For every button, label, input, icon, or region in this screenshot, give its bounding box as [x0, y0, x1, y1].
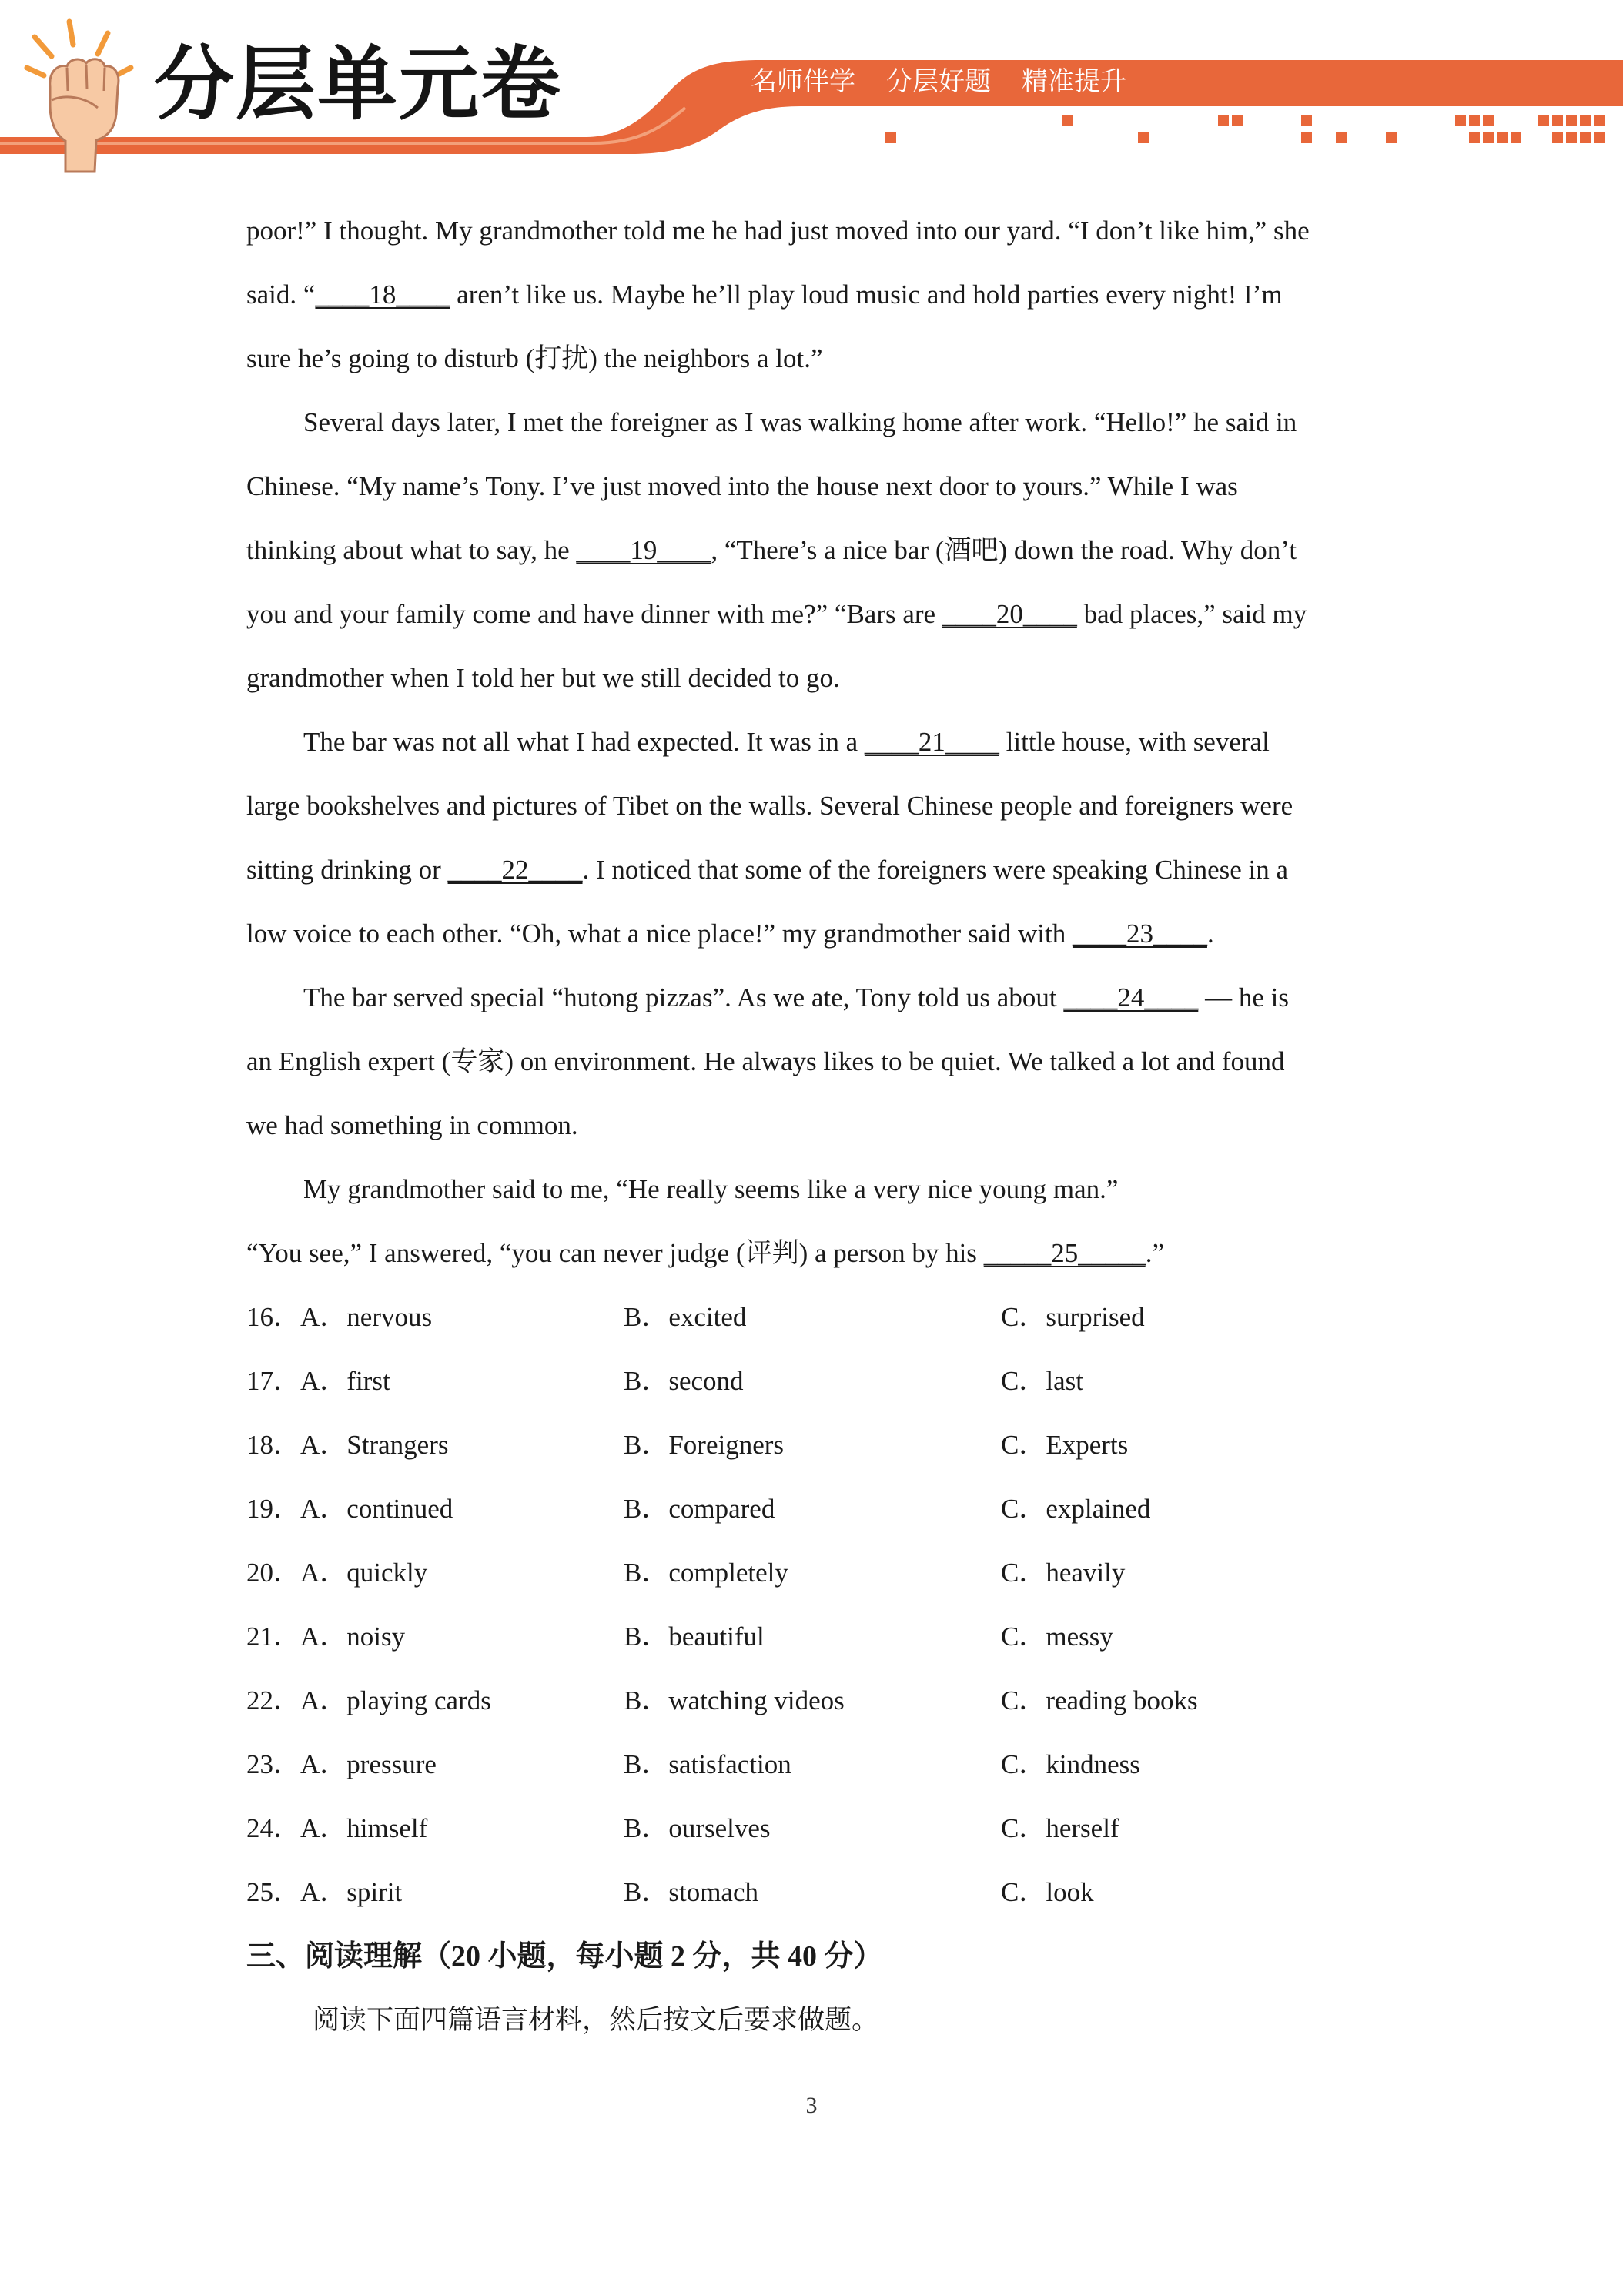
option-c: C．look — [1001, 1877, 1094, 1907]
question-number: 16． — [246, 1302, 301, 1332]
question-number: 23． — [246, 1749, 301, 1779]
passage-text: little house, with several — [999, 727, 1270, 757]
question-row — [246, 1672, 1378, 1735]
slogan-item: 名师伴学 — [751, 65, 855, 97]
passage-line — [246, 713, 1378, 777]
option-b: B．beautiful — [624, 1622, 765, 1652]
option-c: C．Experts — [1001, 1430, 1129, 1460]
slogan-item: 分层好题 — [886, 65, 991, 97]
passage-line — [246, 585, 1378, 649]
page-number: 3 — [805, 2093, 818, 2118]
option-a-text: A．Strangers — [300, 1430, 449, 1460]
passage-text: we had something in common. — [246, 1110, 578, 1140]
passage-line — [246, 905, 1378, 969]
option-c: C．herself — [1001, 1813, 1119, 1843]
passage-text: an English expert (专家) on environment. He always likes to be quiet. We talked a lot and found — [246, 1046, 1285, 1076]
passage-text: , “There’s a nice bar (酒吧) down the road. Why don’t — [711, 535, 1297, 565]
option-a-text: A．first — [300, 1366, 390, 1396]
passage-line — [246, 649, 1378, 713]
passage-line — [246, 969, 1378, 1033]
cloze-passage — [246, 202, 1378, 1288]
question-number: 25． — [246, 1877, 301, 1907]
option-a-text: A．playing cards — [300, 1685, 491, 1715]
passage-text: aren’t like us. Maybe he’ll play loud music and hold parties every night! I’m — [450, 279, 1283, 310]
passage-text: large bookshelves and pictures of Tibet on the walls. Several Chinese people and foreigners were — [246, 791, 1293, 821]
option-c: C．messy — [1001, 1622, 1113, 1652]
question-number: 22． — [246, 1685, 301, 1715]
answer-blank: ____19____ — [576, 535, 711, 565]
question-row — [246, 1544, 1378, 1608]
option-b: B．satisfaction — [624, 1749, 791, 1779]
question-row — [246, 1480, 1378, 1544]
option-a-text: A．pressure — [300, 1749, 437, 1779]
answer-blank: ____18____ — [315, 279, 450, 310]
passage-text: said. “ — [246, 279, 316, 310]
option-a — [246, 1799, 624, 1863]
answer-blank: ____21____ — [864, 727, 999, 757]
passage-text: The bar served special “hutong pizzas”. As we ate, Tony told us about — [303, 982, 1064, 1012]
passage-line — [246, 1160, 1378, 1224]
option-b: B．ourselves — [624, 1813, 771, 1843]
option-a-text: A．nervous — [300, 1302, 433, 1332]
answer-blank: ____23____ — [1072, 919, 1207, 949]
option-a — [246, 1480, 624, 1544]
passage-text: The bar was not all what I had expected. It was in a — [303, 727, 865, 757]
header-slogans — [751, 59, 1126, 99]
question-row — [246, 1288, 1378, 1352]
option-b: B．excited — [624, 1302, 747, 1332]
option-c: C．surprised — [1001, 1302, 1145, 1332]
slogan-item: 精准提升 — [1022, 65, 1126, 97]
raised-fist-icon — [12, 14, 142, 176]
question-number: 18． — [246, 1430, 301, 1460]
option-c: C．last — [1001, 1366, 1083, 1396]
passage-line — [246, 202, 1378, 266]
passage-text: My grandmother said to me, “He really seems like a very nice young man.” — [303, 1174, 1119, 1204]
exam-content — [246, 202, 1378, 2055]
option-a — [246, 1352, 624, 1416]
passage-text: sure he’s going to disturb (打扰) the neighbors a lot.” — [246, 343, 823, 373]
question-row — [246, 1608, 1378, 1672]
option-c: C．explained — [1001, 1494, 1151, 1524]
question-row — [246, 1735, 1378, 1799]
question-number: 24． — [246, 1813, 301, 1843]
option-a — [246, 1544, 624, 1608]
question-number: 17． — [246, 1366, 301, 1396]
passage-text: Chinese. “My name’s Tony. I’ve just moved into the house next door to yours.” While I was — [246, 471, 1238, 501]
passage-line — [246, 1096, 1378, 1160]
passage-line — [246, 521, 1378, 585]
section-title: 三、阅读理解（20 小题，每小题 2 分，共 40 分） — [246, 1940, 883, 1973]
question-row — [246, 1863, 1378, 1927]
section-instruction: 阅读下面四篇语言材料，然后按文后要求做题。 — [313, 2005, 879, 2035]
answer-blank: _____25_____ — [983, 1238, 1146, 1268]
option-b: B．compared — [624, 1494, 775, 1524]
passage-line — [246, 777, 1378, 841]
passage-text: grandmother when I told her but we still decided to go. — [246, 663, 840, 693]
option-a — [246, 1672, 624, 1735]
option-a — [246, 1735, 624, 1799]
passage-text: bad places,” said my — [1076, 599, 1307, 629]
question-number: 21． — [246, 1622, 301, 1652]
passage-line — [246, 1224, 1378, 1288]
answer-blank: ____24____ — [1063, 982, 1199, 1012]
option-a — [246, 1863, 624, 1927]
question-number: 19． — [246, 1494, 301, 1524]
page-header — [0, 0, 1623, 177]
question-row — [246, 1416, 1378, 1480]
option-c: C．kindness — [1001, 1749, 1140, 1779]
passage-line — [246, 393, 1378, 457]
option-b: B．Foreigners — [624, 1430, 785, 1460]
option-c: C．reading books — [1001, 1685, 1198, 1715]
option-a-text: A．quickly — [300, 1558, 428, 1588]
passage-text: Several days later, I met the foreigner as I was walking home after work. “Hello!” he said in — [303, 407, 1297, 437]
passage-text: you and your family come and have dinner with me?” “Bars are — [246, 599, 942, 629]
option-b: B．watching videos — [624, 1685, 845, 1715]
passage-line — [246, 266, 1378, 330]
passage-text: .” — [1145, 1238, 1164, 1268]
option-a — [246, 1416, 624, 1480]
passage-text: “You see,” I answered, “you can never judge (评判) a person by his — [246, 1238, 984, 1268]
answer-blank: ____22____ — [447, 855, 583, 885]
brand-title: 分层单元卷 — [154, 37, 563, 131]
passage-text: poor!” I thought. My grandmother told me he had just moved into our yard. “I don’t like him,” she — [246, 216, 1310, 246]
passage-text: . I noticed that some of the foreigners were speaking Chinese in a — [582, 855, 1289, 885]
option-a-text: A．continued — [300, 1494, 453, 1524]
question-row — [246, 1352, 1378, 1416]
passage-text: thinking about what to say, he — [246, 535, 577, 565]
passage-text: . — [1206, 919, 1214, 949]
passage-line — [246, 457, 1378, 521]
option-b: B．stomach — [624, 1877, 758, 1907]
passage-line — [246, 330, 1378, 393]
question-number: 20． — [246, 1558, 301, 1588]
passage-line — [246, 841, 1378, 905]
passage-text: sitting drinking or — [246, 855, 448, 885]
option-a — [246, 1288, 624, 1352]
option-b: B．second — [624, 1366, 744, 1396]
question-row — [246, 1799, 1378, 1863]
option-a-text: A．himself — [300, 1813, 428, 1843]
answer-blank: ____20____ — [942, 599, 1077, 629]
option-a-text: A．noisy — [300, 1622, 406, 1652]
passage-line — [246, 1033, 1378, 1096]
option-c: C．heavily — [1001, 1558, 1126, 1588]
answer-options — [246, 1288, 1378, 1927]
option-a-text: A．spirit — [300, 1877, 403, 1907]
passage-text: low voice to each other. “Oh, what a nice place!” my grandmother said with — [246, 919, 1073, 949]
option-b: B．completely — [624, 1558, 788, 1588]
passage-text: — he is — [1198, 982, 1289, 1012]
option-a — [246, 1608, 624, 1672]
